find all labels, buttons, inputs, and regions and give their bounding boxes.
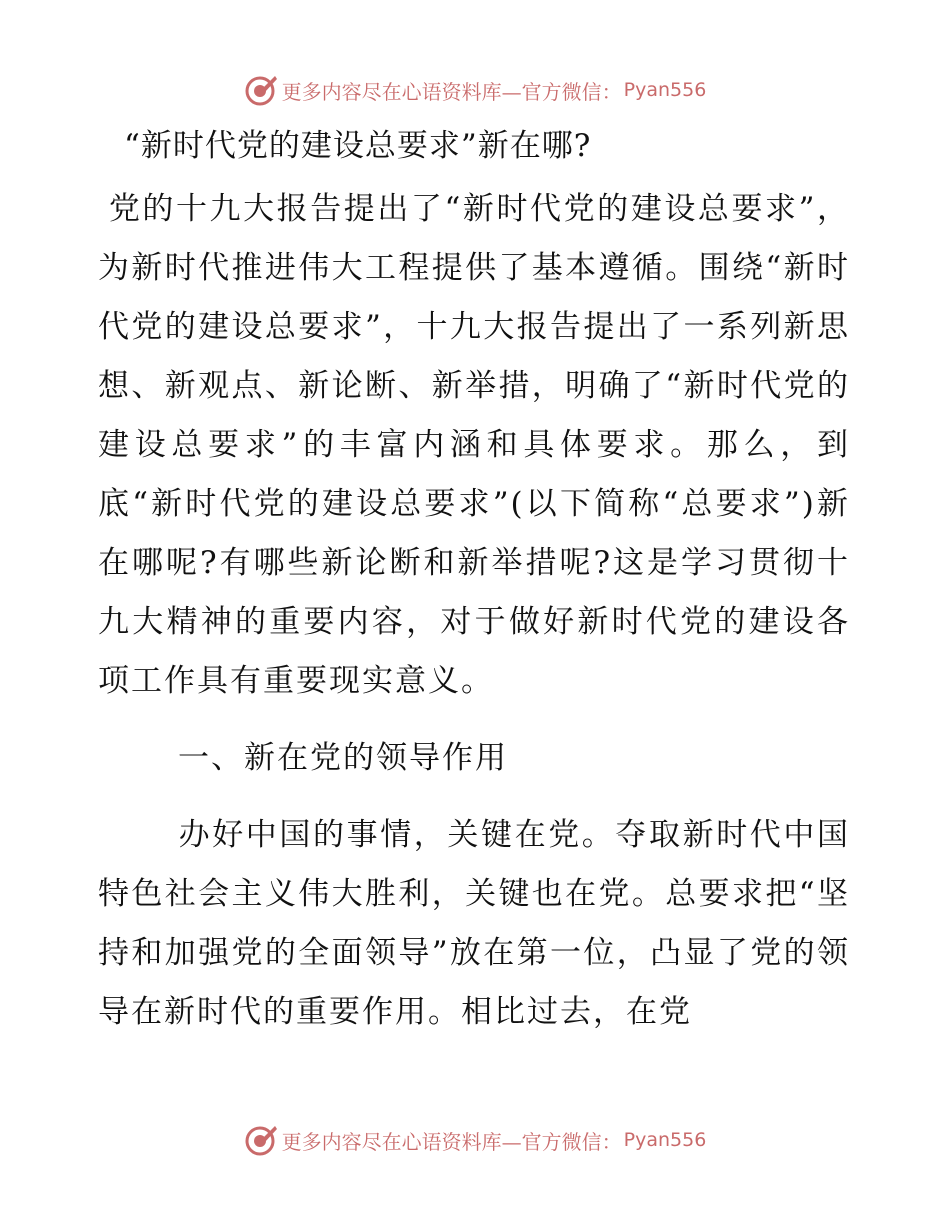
header-watermark <box>0 70 950 110</box>
document-title: “新时代党的建设总要求”新在哪? <box>124 128 592 164</box>
intro-paragraph: 党的十九大报告提出了“新时代党的建设总要求”，为新时代推进伟大工程提供了基本遵循。围绕“新时代党的建设总要求”，十九大报告提出了一系列新思想、新观点、新论断、新举措，明确了“新时代党的建设总要求”的丰富内涵和具体要求。那么，到底“新时代党的建设总要求”(以下简称“总要求”)新在哪呢?有哪些新论断和新举措呢?这是学习贯彻十九大精神的重要内容，对于做好新时代党的建设各项工作具有重要现实意义。 <box>98 191 850 699</box>
watermark-text: 更多内容尽在心语资料库—官方微信： <box>281 79 622 104</box>
watermark-wechat-id: Pyan556 <box>623 1129 707 1151</box>
footer-watermark <box>0 1120 950 1160</box>
watermark-wechat-id: Pyan556 <box>623 79 707 101</box>
quill-logo-icon <box>244 1123 278 1157</box>
section-heading: 一、新在党的领导作用 <box>178 740 508 776</box>
document-body <box>98 120 850 1042</box>
quill-logo-icon <box>244 73 278 107</box>
section-paragraph: 办好中国的事情，关键在党。夺取新时代中国特色社会主义伟大胜利，关键也在党。总要求把“坚持和加强党的全面领导”放在第一位，凸显了党的领导在新时代的重要作用。相比过去，在党 <box>98 817 850 1030</box>
watermark-text: 更多内容尽在心语资料库—官方微信： <box>281 1129 622 1154</box>
